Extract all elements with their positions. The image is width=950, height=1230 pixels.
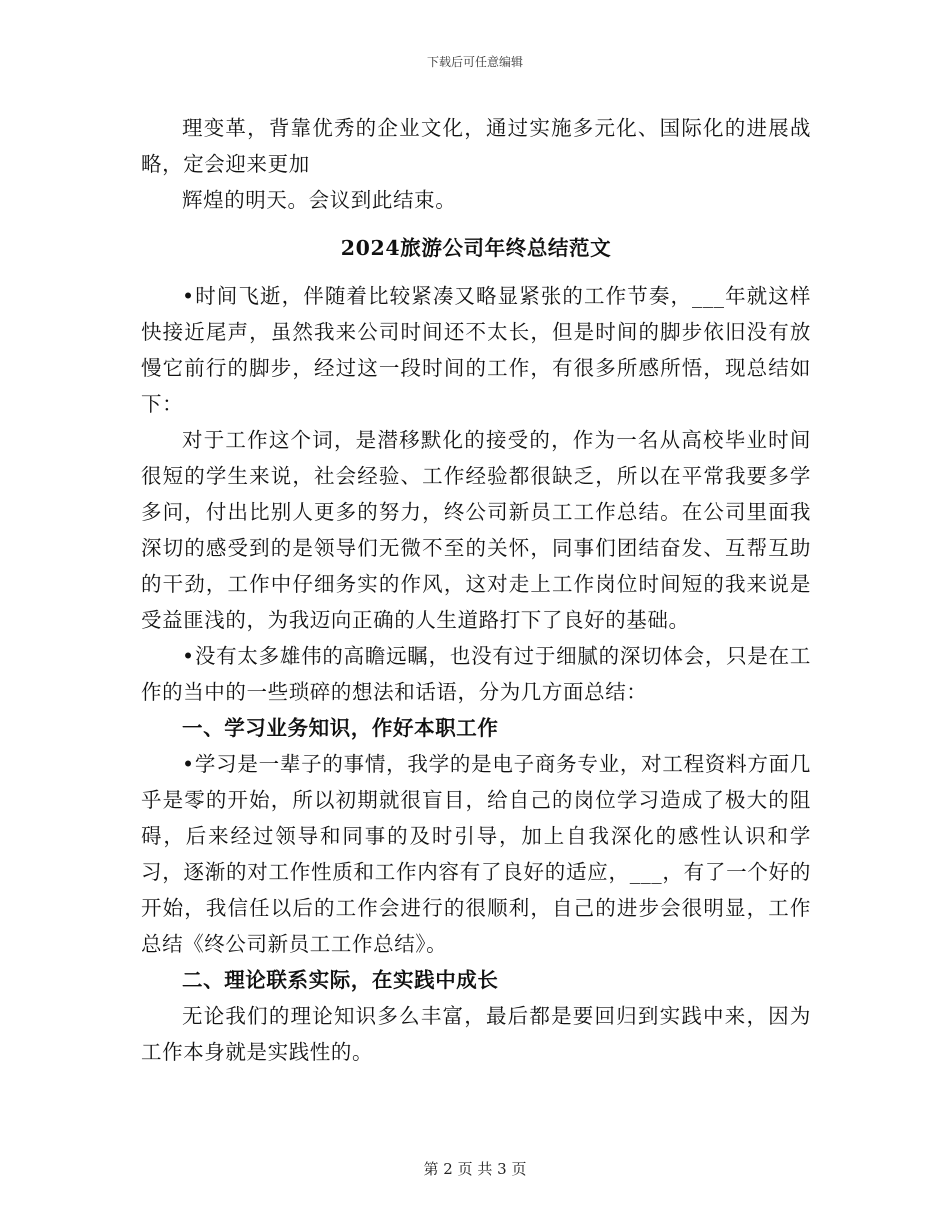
paragraph-learning: • 学习是一辈子的事情，我学的是电子商务专业，对工程资料方面几乎是零的开始，所以初期就很盲目，给自己的岗位学习造成了极大的阻碍，后来经过领导和同事的及时引导，加上自我深化的感性认识和学习，逐渐的对工作性质和工作内容有了良好的适应，___，有了一个好的开始，我信任以后的工作会进行的很顺利，自己的进步会很明显，工作总结《终公司新员工工作总结》。 <box>141 746 811 962</box>
document-title: 2024旅游公司年终总结范文 <box>340 236 612 260</box>
section-heading-1: 一、学习业务知识，作好本职工作 <box>182 716 499 740</box>
paragraph-work-experience: 对于工作这个词，是潜移默化的接受的，作为一名从高校毕业时间很短的学生来说，社会经验、工作经验都很缺乏，所以在平常我要多学多问，付出比别人更多的努力，终公司新员工工作总结。在公司里面我深切的感受到的是领导们无微不至的关怀，同事们团结奋发、互帮互助的干劲，工作中仔细务实的作风，这对走上工作岗位时间短的我来说是受益匪浅的，为我迈向正确的人生道路打下了良好的基础。 <box>141 428 811 632</box>
paragraph-opening: • 时间飞逝，伴随着比较紧凑又略显紧张的工作节奏，___年就这样快接近尾声，虽然我来公司时间还不太长，但是时间的脚步依旧没有放慢它前行的脚步，经过这一段时间的工作，有很多所感所悟，现总结如下： <box>141 278 811 422</box>
intro-closing-line: 辉煌的明天。会议到此结束。 <box>182 188 457 212</box>
paragraph-summary-intro: • 没有太多雄伟的高瞻远瞩，也没有过于细腻的深切体会，只是在工作的当中的一些琐碎的想法和话语，分为几方面总结： <box>141 638 811 710</box>
section-heading-2: 二、理论联系实际，在实践中成长 <box>182 968 499 992</box>
page-header-note: 下载后可任意编辑 <box>426 55 523 69</box>
paragraph-practice: 无论我们的理论知识多么丰富，最后都是要回归到实践中来，因为工作本身就是实践性的。 <box>141 1004 811 1064</box>
intro-paragraph: 理变革，背靠优秀的企业文化，通过实施多元化、国际化的进展战略，定会迎来更加 <box>141 116 811 176</box>
page-footer-number: 第 2 页 共 3 页 <box>423 1160 527 1178</box>
document-body <box>141 110 811 1070</box>
